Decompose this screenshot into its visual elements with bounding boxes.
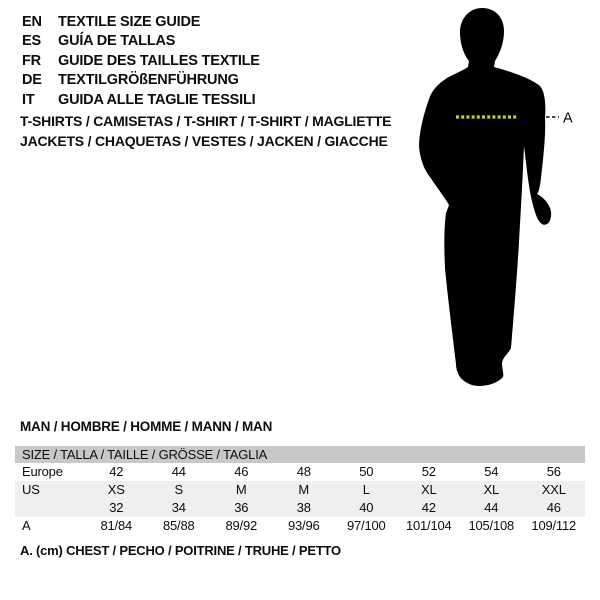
size-cell: 42: [109, 464, 124, 479]
size-cell: 97/100: [346, 518, 386, 533]
category-line-jackets: JACKETS / CHAQUETAS / VESTES / JACKEN / GIACCHE: [20, 132, 388, 149]
size-table-header: SIZE / TALLA / TAILLE / GRÖSSE / TAGLIA: [15, 446, 585, 463]
category-list: [20, 112, 391, 151]
size-cell: 50: [359, 464, 374, 479]
row-label: [15, 499, 85, 517]
size-cell: 109/112: [531, 518, 577, 533]
size-cell: 52: [421, 464, 436, 479]
row-label: US: [22, 482, 40, 497]
size-cell: 93/96: [287, 518, 320, 533]
measure-label-a: A: [563, 110, 573, 127]
size-cell: 32: [109, 500, 124, 515]
language-title: GUIDE DES TAILLES TEXTILE: [58, 52, 260, 69]
table-row: [15, 517, 585, 535]
size-cell: 81/84: [100, 518, 133, 533]
language-row: [22, 32, 260, 51]
table-row: [15, 463, 585, 481]
table-row: [15, 481, 585, 499]
size-cell: M: [298, 482, 310, 497]
man-figure: [400, 0, 600, 400]
size-cell: 105/108: [468, 518, 515, 533]
size-cell: 56: [546, 464, 561, 479]
size-cell: 42: [421, 500, 436, 515]
size-table: [15, 446, 585, 535]
size-cell: 46: [546, 500, 561, 515]
language-code: IT: [22, 91, 35, 108]
size-cell: 54: [484, 464, 499, 479]
size-cell: 34: [171, 500, 186, 515]
size-cell: 48: [296, 464, 311, 479]
size-cell: 38: [296, 500, 311, 515]
size-cell: 36: [234, 500, 249, 515]
size-cell: 46: [234, 464, 249, 479]
size-cell: 101/104: [405, 518, 452, 533]
language-list: [22, 13, 260, 110]
language-code: EN: [22, 14, 42, 30]
language-title: TEXTILE SIZE GUIDE: [58, 14, 201, 30]
size-cell: XXL: [541, 482, 566, 497]
language-row: [22, 13, 260, 32]
language-code: FR: [22, 52, 41, 69]
size-cell: XL: [483, 482, 499, 497]
size-cell: 44: [171, 464, 186, 479]
size-cell: 44: [484, 500, 499, 515]
language-title: TEXTILGRÖßENFÜHRUNG: [58, 72, 239, 89]
size-cell: XL: [420, 482, 437, 497]
size-table-rows: [15, 463, 585, 535]
size-cell: 85/88: [162, 518, 195, 533]
size-cell: M: [235, 482, 247, 497]
measurement-footnote: A. (cm) CHEST / PECHO / POITRINE / TRUHE / PETTO: [20, 543, 341, 558]
row-label: Europe: [22, 464, 63, 479]
size-cell: S: [174, 482, 183, 497]
size-cell: 89/92: [225, 518, 258, 533]
size-cell: L: [362, 482, 370, 497]
language-code: ES: [22, 33, 41, 50]
row-label: A: [22, 518, 31, 533]
language-row: [22, 52, 260, 71]
category-line-tshirts: T-SHIRTS / CAMISETAS / T-SHIRT / T-SHIRT / MAGLIETTE: [20, 113, 392, 129]
table-row: [15, 499, 585, 517]
language-row: [22, 91, 260, 110]
section-title-man: MAN / HOMBRE / HOMME / MANN / MAN: [20, 419, 273, 434]
language-row: [22, 71, 260, 90]
size-cell: 40: [359, 500, 374, 515]
language-title: GUÍA DE TALLAS: [58, 33, 176, 50]
size-cell: XS: [107, 482, 125, 497]
language-code: DE: [22, 72, 42, 89]
man-silhouette: [419, 8, 551, 386]
language-title: GUIDA ALLE TAGLIE TESSILI: [58, 91, 256, 108]
